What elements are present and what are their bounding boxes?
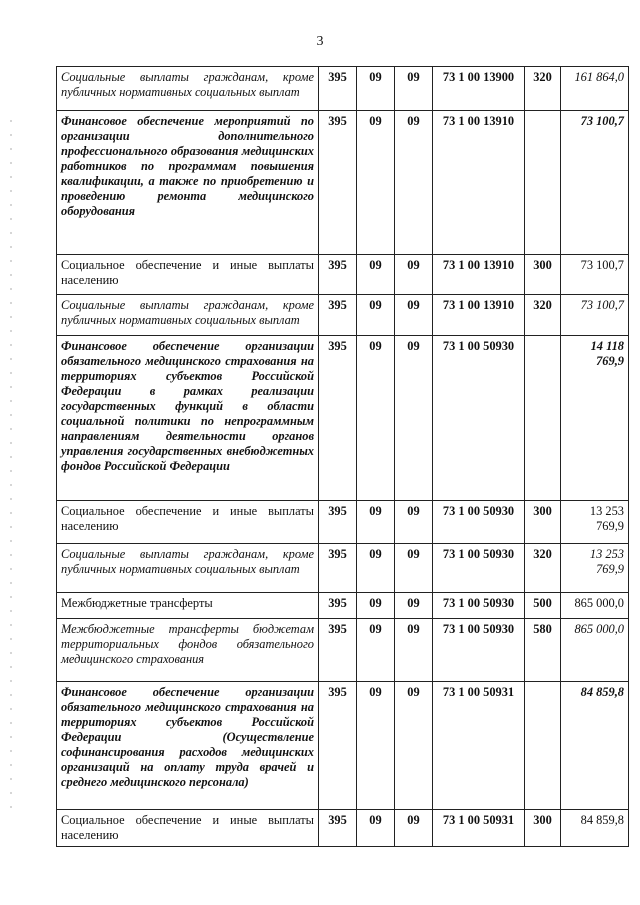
- subsection-code: 09: [395, 336, 433, 501]
- section-code: 09: [357, 619, 395, 682]
- section-code: 09: [357, 501, 395, 544]
- table-row: [57, 593, 629, 619]
- row-description: Финансовое обеспечение организации обязательного медицинского страхования на территориях субъектов Российской Федерации (Осуществление софинансирования расходов медицинских организаций на оплату труда врачей и среднего медицинского персонала): [57, 682, 319, 810]
- expense-type-code: 300: [525, 810, 561, 847]
- expense-type-code: 500: [525, 593, 561, 619]
- ministry-code: 395: [319, 295, 357, 336]
- subsection-code: 09: [395, 255, 433, 295]
- table-row: [57, 810, 629, 847]
- row-description: Социальные выплаты гражданам, кроме публичных нормативных социальных выплат: [57, 295, 319, 336]
- row-description: Социальное обеспечение и иные выплаты населению: [57, 810, 319, 847]
- amount: 865 000,0: [561, 619, 629, 682]
- target-article-code: 73 1 00 50931: [433, 682, 525, 810]
- page-number: 3: [316, 34, 324, 49]
- ministry-code: 395: [319, 544, 357, 593]
- ministry-code: 395: [319, 501, 357, 544]
- ministry-code: 395: [319, 682, 357, 810]
- amount: 73 100,7: [561, 255, 629, 295]
- row-description: Финансовое обеспечение организации обязательного медицинского страхования на территориях субъектов Российской Федерации в рамках реализации государственных функций в области социальной политики по непрограммным направлениям деятельности органов управления государственных внебюджетных фондов Российской Федерации: [57, 336, 319, 501]
- amount: 73 100,7: [561, 295, 629, 336]
- subsection-code: 09: [395, 810, 433, 847]
- expense-type-code: [525, 111, 561, 255]
- subsection-code: 09: [395, 544, 433, 593]
- expense-type-code: 320: [525, 544, 561, 593]
- subsection-code: 09: [395, 295, 433, 336]
- section-code: 09: [357, 295, 395, 336]
- subsection-code: 09: [395, 619, 433, 682]
- section-code: 09: [357, 67, 395, 111]
- table-row: [57, 682, 629, 810]
- amount: 14 118 769,9: [561, 336, 629, 501]
- section-code: 09: [357, 682, 395, 810]
- expense-type-code: 320: [525, 295, 561, 336]
- amount: 73 100,7: [561, 111, 629, 255]
- budget-table: [56, 66, 629, 847]
- target-article-code: 73 1 00 50930: [433, 336, 525, 501]
- row-description: Социальные выплаты гражданам, кроме публичных нормативных социальных выплат: [57, 67, 319, 111]
- amount: 161 864,0: [561, 67, 629, 111]
- row-description: Социальное обеспечение и иные выплаты населению: [57, 255, 319, 295]
- ministry-code: 395: [319, 810, 357, 847]
- section-code: 09: [357, 544, 395, 593]
- ministry-code: 395: [319, 67, 357, 111]
- target-article-code: 73 1 00 13910: [433, 111, 525, 255]
- table-row: [57, 255, 629, 295]
- row-description: Межбюджетные трансферты: [57, 593, 319, 619]
- expense-type-code: 300: [525, 501, 561, 544]
- target-article-code: 73 1 00 50930: [433, 544, 525, 593]
- target-article-code: 73 1 00 50930: [433, 501, 525, 544]
- subsection-code: 09: [395, 501, 433, 544]
- row-description: Социальное обеспечение и иные выплаты населению: [57, 501, 319, 544]
- target-article-code: 73 1 00 50930: [433, 619, 525, 682]
- target-article-code: 73 1 00 13910: [433, 255, 525, 295]
- table-row: [57, 295, 629, 336]
- amount: 13 253 769,9: [561, 501, 629, 544]
- section-code: 09: [357, 336, 395, 501]
- table-row: [57, 111, 629, 255]
- ministry-code: 395: [319, 619, 357, 682]
- target-article-code: 73 1 00 50930: [433, 593, 525, 619]
- row-description: Финансовое обеспечение мероприятий по организации дополнительного профессионального образования медицинских работников по программам повышения квалификации, а также по приобретению и проведению ремонта медицинского оборудования: [57, 111, 319, 255]
- table-row: [57, 544, 629, 593]
- target-article-code: 73 1 00 13900: [433, 67, 525, 111]
- ministry-code: 395: [319, 336, 357, 501]
- amount: 84 859,8: [561, 810, 629, 847]
- scan-margin-marks: [10, 120, 12, 820]
- subsection-code: 09: [395, 67, 433, 111]
- table-row: [57, 501, 629, 544]
- amount: 84 859,8: [561, 682, 629, 810]
- row-description: Социальные выплаты гражданам, кроме публичных нормативных социальных выплат: [57, 544, 319, 593]
- expense-type-code: 320: [525, 67, 561, 111]
- row-description: Межбюджетные трансферты бюджетам территориальных фондов обязательного медицинского страхования: [57, 619, 319, 682]
- ministry-code: 395: [319, 593, 357, 619]
- subsection-code: 09: [395, 593, 433, 619]
- subsection-code: 09: [395, 682, 433, 810]
- target-article-code: 73 1 00 50931: [433, 810, 525, 847]
- expense-type-code: 580: [525, 619, 561, 682]
- expense-type-code: [525, 682, 561, 810]
- table-row: [57, 619, 629, 682]
- section-code: 09: [357, 111, 395, 255]
- table-row: [57, 67, 629, 111]
- section-code: 09: [357, 810, 395, 847]
- table-row: [57, 336, 629, 501]
- expense-type-code: 300: [525, 255, 561, 295]
- table-body: [57, 67, 629, 847]
- amount: 13 253 769,9: [561, 544, 629, 593]
- expense-type-code: [525, 336, 561, 501]
- subsection-code: 09: [395, 111, 433, 255]
- ministry-code: 395: [319, 111, 357, 255]
- amount: 865 000,0: [561, 593, 629, 619]
- target-article-code: 73 1 00 13910: [433, 295, 525, 336]
- section-code: 09: [357, 593, 395, 619]
- ministry-code: 395: [319, 255, 357, 295]
- section-code: 09: [357, 255, 395, 295]
